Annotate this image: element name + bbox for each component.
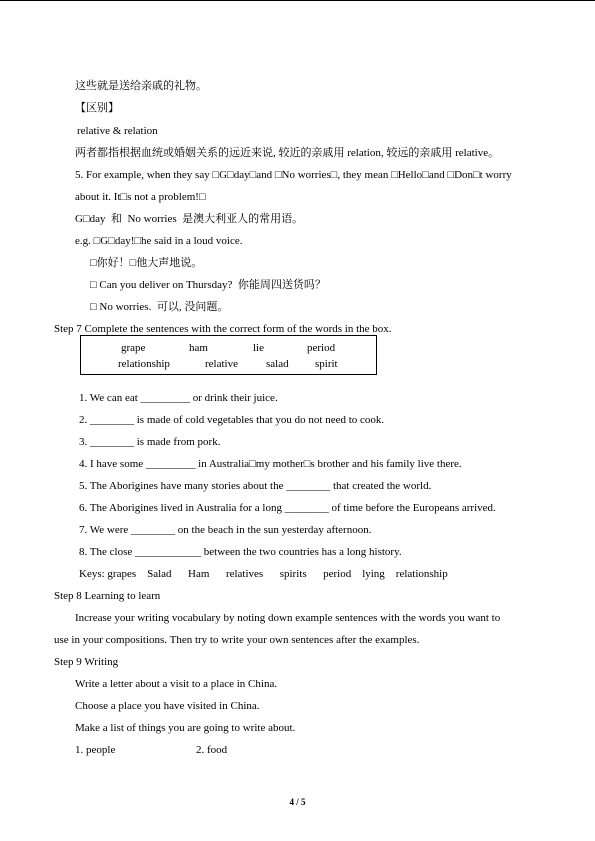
exercise-item: 6. The Aborigines lived in Australia for a long ________ of time before the Europeans arrived. xyxy=(79,502,496,514)
exercise-item: 3. ________ is made from pork. xyxy=(79,436,221,448)
section-heading: 【区别】 xyxy=(75,102,119,114)
step-heading: Step 7 Complete the sentences with the correct form of the words in the box. xyxy=(54,323,392,335)
word-box-item: grape xyxy=(121,342,146,354)
text-line: □你好！□他大声地说。 xyxy=(90,257,203,269)
step-heading: Step 8 Learning to learn xyxy=(54,590,161,602)
text-line: Choose a place you have visited in China. xyxy=(75,700,260,712)
word-box-item: salad xyxy=(266,358,289,370)
text-line: G□day 和 No worries 是澳大利亚人的常用语。 xyxy=(75,213,304,225)
text-line: □ Can you deliver on Thursday? 你能周四送货吗？ xyxy=(90,279,326,291)
list-item: 1. people xyxy=(75,744,116,756)
exercise-item: 5. The Aborigines have many stories about the ________ that created the world. xyxy=(79,480,432,492)
exercise-item: 1. We can eat _________ or drink their juice. xyxy=(79,392,278,404)
text-line: about it. It□s not a problem!□ xyxy=(75,191,206,203)
text-line: use in your compositions. Then try to write your own sentences after the examples. xyxy=(54,634,420,646)
word-box-item: period xyxy=(307,342,336,354)
answer-keys: Keys: grapes Salad Ham relatives spirits period lying relationship xyxy=(79,568,448,580)
exercise-item: 4. I have some _________ in Australia□my mother□s brother and his family live there. xyxy=(79,458,462,470)
word-box-item: ham xyxy=(189,342,208,354)
exercise-item: 2. ________ is made of cold vegetables that you do not need to cook. xyxy=(79,414,385,426)
exercise-item: 7. We were ________ on the beach in the sun yesterday afternoon. xyxy=(79,524,372,536)
word-box-item: relationship xyxy=(118,358,170,370)
word-box xyxy=(80,335,377,375)
step-heading: Step 9 Writing xyxy=(54,656,119,668)
text-line: 两者都指根据血统或婚姻关系的远近来说, 较近的亲戚用 relation, 较远的亲戚用 relative。 xyxy=(75,147,500,159)
word-box-item: spirit xyxy=(315,358,338,370)
text-line: 5. For example, when they say □G□day□and □No worries□, they mean □Hello□and □Don□t worry xyxy=(75,169,512,181)
text-line: Make a list of things you are going to write about. xyxy=(75,722,296,734)
text-line: e.g. □G□day!□he said in a loud voice. xyxy=(75,235,243,247)
list-item: 2. food xyxy=(196,744,228,756)
page-number: 4 / 5 xyxy=(289,797,306,807)
text-line: 这些就是送给亲戚的礼物。 xyxy=(75,80,207,92)
word-box-item: lie xyxy=(253,342,264,354)
word-box-item: relative xyxy=(205,358,238,370)
exercise-item: 8. The close ____________ between the two countries has a long history. xyxy=(79,546,402,558)
top-rule xyxy=(0,0,595,1)
text-line: □ No worries. 可以, 没问题。 xyxy=(90,301,229,313)
text-line: Write a letter about a visit to a place in China. xyxy=(75,678,278,690)
text-line: Increase your writing vocabulary by noting down example sentences with the words you want to xyxy=(75,612,501,624)
text-line: relative & relation xyxy=(77,125,158,137)
